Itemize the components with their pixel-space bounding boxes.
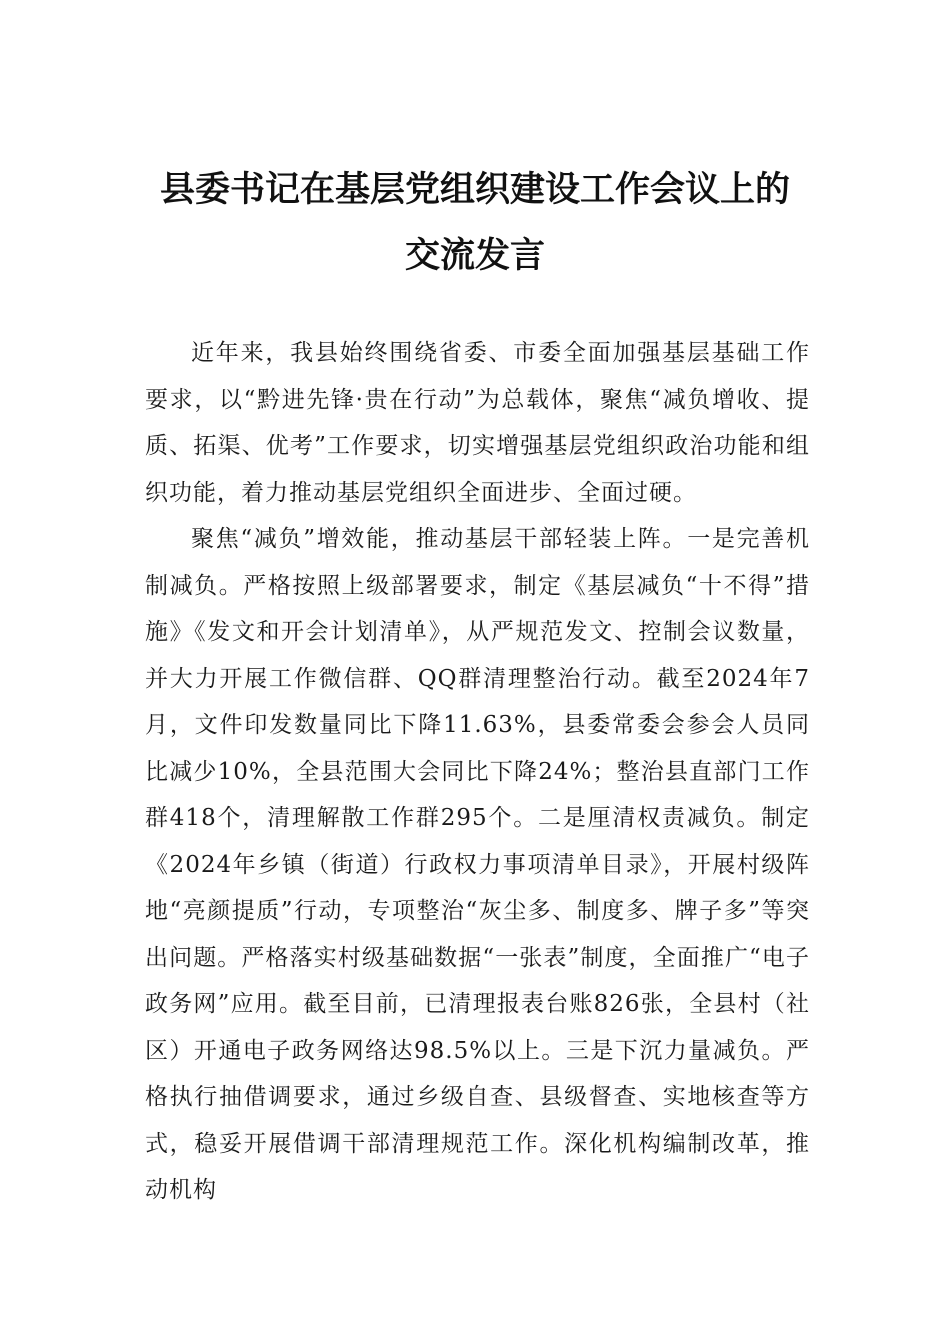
paragraph: 聚焦“减负”增效能，推动基层干部轻装上阵。一是完善机制减负。严格按照上级部署要求，制定《基层减负“十不得”措施》《发文和开会计划清单》，从严规范发文、控制会议数量，并大力开展工作微信群、QQ群清理整治行动。截至2024年7月，文件印发数量同比下降11.63%，县委常委会参会人员同比减少10%，全县范围大会同比下降24%；整治县直部门工作群418个，清理解散工作群295个。二是厘清权责减负。制定《2024年乡镇（街道）行政权力事项清单目录》，开展村级阵地“亮颜提质”行动，专项整治“灰尘多、制度多、牌子多”等突出问题。严格落实村级基础数据“一张表”制度，全面推广“电子政务网”应用。截至目前，已清理报表台账826张，全县村（社区）开通电子政务网络达98.5%以上。三是下沉力量减负。严格执行抽借调要求，通过乡级自查、县级督查、实地核查等方式，稳妥开展借调干部清理规范工作。深化机构编制改革，推动机构 <box>145 526 810 1203</box>
document-title-line1: 县委书记在基层党组织建设工作会议上的 <box>159 169 790 210</box>
document-body <box>145 330 810 1214</box>
document-title-line2: 交流发言 <box>404 235 545 276</box>
paragraph: 近年来，我县始终围绕省委、市委全面加强基层基础工作要求，以“黔进先锋·贵在行动”为总载体，聚焦“减负增收、提质、拓渠、优考”工作要求，切实增强基层党组织政治功能和组织功能，着力推动基层党组织全面进步、全面过硬。 <box>145 340 810 506</box>
